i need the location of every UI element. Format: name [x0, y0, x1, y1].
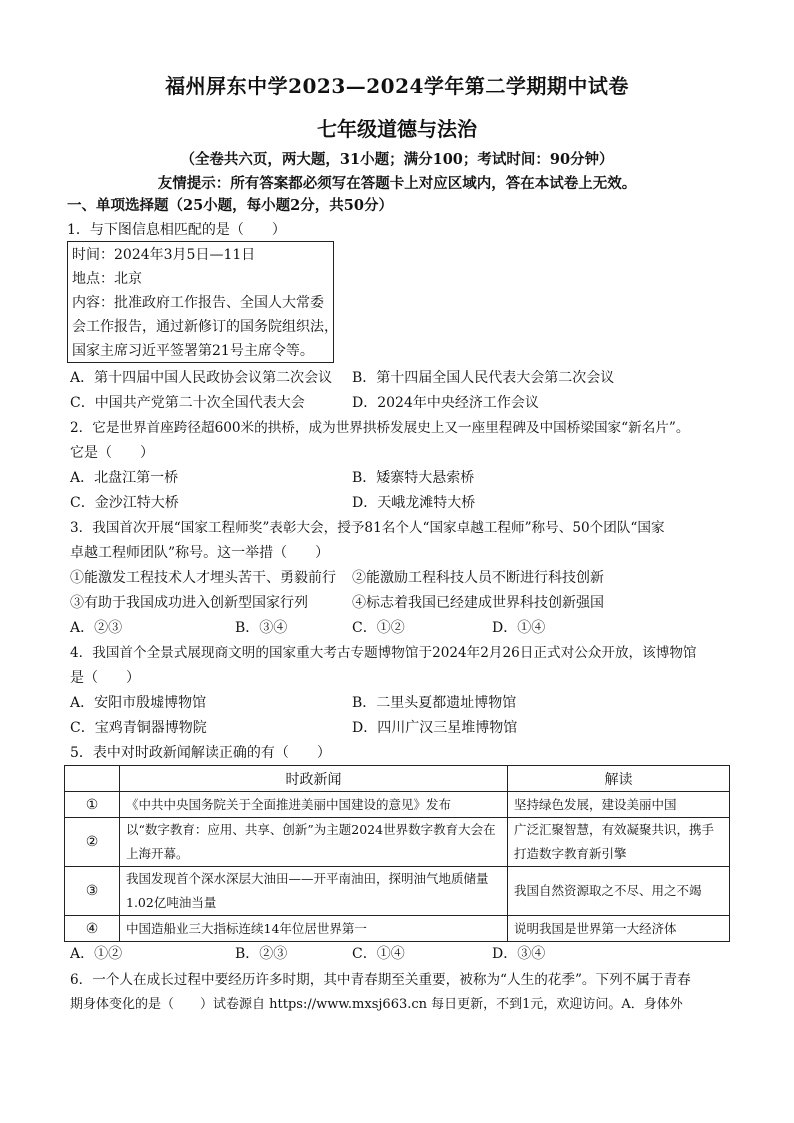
exam-subject: 七年级道德与法治	[317, 117, 477, 141]
q1-stem: 1．与下图信息相匹配的是（ ）	[67, 222, 286, 238]
q1-box-line: 国家主席习近平签署第21号主席令等。	[72, 343, 314, 359]
q3-item-4: ④标志着我国已经建成世界科技创新强国	[352, 595, 604, 611]
q1-box-line: 内容：批准政府工作报告、全国人大常委	[72, 295, 324, 311]
q3-item-3: ③有助于我国成功进入创新型国家行列	[70, 595, 308, 611]
q3-option-c: C．①②	[352, 620, 405, 636]
q3-option-a: A．②③	[70, 620, 123, 636]
table-row	[65, 818, 730, 867]
row-interp: 说明我国是世界第一大经济体	[508, 916, 730, 942]
q5-option-a: A．①②	[70, 946, 123, 962]
q5-option-c: C．①④	[352, 946, 405, 962]
row-interp: 坚持绿色发展，建设美丽中国	[508, 792, 730, 818]
section-heading: 一、单项选择题（25小题，每小题2分，共50分）	[67, 197, 393, 214]
q3-item-1: ①能激发工程技术人才埋头苦干、勇毅前行	[70, 570, 336, 586]
row-interp: 广泛汇聚智慧，有效凝聚共识，携手打造数字教育新引擎	[508, 818, 730, 867]
q2-option-b: B．矮寨特大悬索桥	[352, 470, 475, 486]
q3-stem-line2: 卓越工程师团队”称号。这一举措（ ）	[70, 545, 330, 561]
row-number: ②	[65, 818, 120, 867]
q4-option-a: A．安阳市殷墟博物馆	[70, 695, 207, 711]
row-news: 我国发现首个深水深层大油田——开平南油田，探明油气地质储量1.02亿吨油当量	[120, 867, 508, 916]
table-row	[65, 916, 730, 942]
row-news: 中国造船业三大指标连续14年位居世界第一	[120, 916, 508, 942]
exam-title: 福州屏东中学2023—2024学年第二学期期中试卷	[165, 74, 629, 98]
q4-option-b: B．二里头夏都遗址博物馆	[352, 695, 517, 711]
q4-stem-line2: 是（ ）	[70, 670, 140, 686]
table-header-news: 时政新闻	[120, 766, 508, 792]
row-number: ③	[65, 867, 120, 916]
q3-option-b: B．③④	[235, 620, 288, 636]
q4-stem-line1: 4．我国首个全景式展现商文明的国家重大考古专题博物馆于2024年2月26日正式对公众开放，该博物馆	[70, 645, 697, 661]
table-row	[65, 867, 730, 916]
q1-option-b: B．第十四届全国人民代表大会第二次会议	[352, 370, 615, 386]
q2-stem-line2: 它是（ ）	[70, 445, 154, 461]
q6-stem-line2: 期身体变化的是（ ）试卷源自 https://www.mxsj663.cn 每日更新，不到1元，欢迎访问。A．身体外	[70, 997, 683, 1012]
row-number: ①	[65, 792, 120, 818]
q1-info-box	[67, 241, 338, 363]
q4-option-d: D．四川广汉三星堆博物馆	[352, 720, 518, 736]
q1-box-line: 会工作报告，通过新修订的国务院组织法，	[72, 319, 338, 335]
table-header-row	[65, 766, 730, 792]
q5-option-b: B．②③	[235, 946, 288, 962]
q1-option-a: A．第十四届中国人民政协会议第二次会议	[70, 370, 333, 386]
row-news: 《中共中央国务院关于全面推进美丽中国建设的意见》发布	[120, 792, 508, 818]
table-header-interp: 解读	[508, 766, 730, 792]
q2-stem-line1: 2．它是世界首座跨径超600米的拱桥，成为世界拱桥发展史上又一座里程碑及中国桥梁国家“新名片”。	[70, 420, 690, 436]
q2-option-a: A．北盘江第一桥	[70, 470, 179, 486]
q1-box-line: 地点：北京	[72, 271, 142, 287]
table-row	[65, 792, 730, 818]
row-number: ④	[65, 916, 120, 942]
q4-option-c: C．宝鸡青铜器博物院	[70, 720, 207, 736]
q1-option-d: D．2024年中央经济工作会议	[352, 395, 539, 411]
exam-info: （全卷共六页，两大题，31小题；满分100；考试时间：90分钟）	[180, 151, 614, 168]
q3-option-d: D．①④	[492, 620, 546, 636]
q5-stem: 5．表中对时政新闻解读正确的有（ ）	[70, 745, 331, 761]
q6-stem-line1: 6．一个人在成长过程中要经历许多时期，其中青春期至关重要，被称为“人生的花季”。下列不属于青春	[70, 972, 691, 988]
exam-tip: 友情提示：所有答案都必须写在答题卡上对应区域内，答在本试卷上无效。	[157, 175, 637, 192]
q5-option-d: D．③④	[492, 946, 546, 962]
q3-item-2: ②能激励工程科技人员不断进行科技创新	[352, 570, 604, 586]
row-news: 以“数字教育：应用、共享、创新”为主题2024世界数字教育大会在上海开幕。	[120, 818, 508, 867]
q5-news-table	[64, 765, 730, 942]
q3-stem-line1: 3．我国首次开展“国家工程师奖”表彰大会，授予81名个人“国家卓越工程师”称号、50个团队“国家	[70, 520, 665, 536]
table-header-num	[65, 766, 120, 792]
row-interp: 我国自然资源取之不尽、用之不竭	[508, 867, 730, 916]
q1-box-line: 时间：2024年3月5日—11日	[72, 247, 256, 263]
q2-option-c: C．金沙江特大桥	[70, 495, 179, 511]
q2-option-d: D．天峨龙滩特大桥	[352, 495, 476, 511]
q1-option-c: C．中国共产党第二十次全国代表大会	[70, 395, 305, 411]
